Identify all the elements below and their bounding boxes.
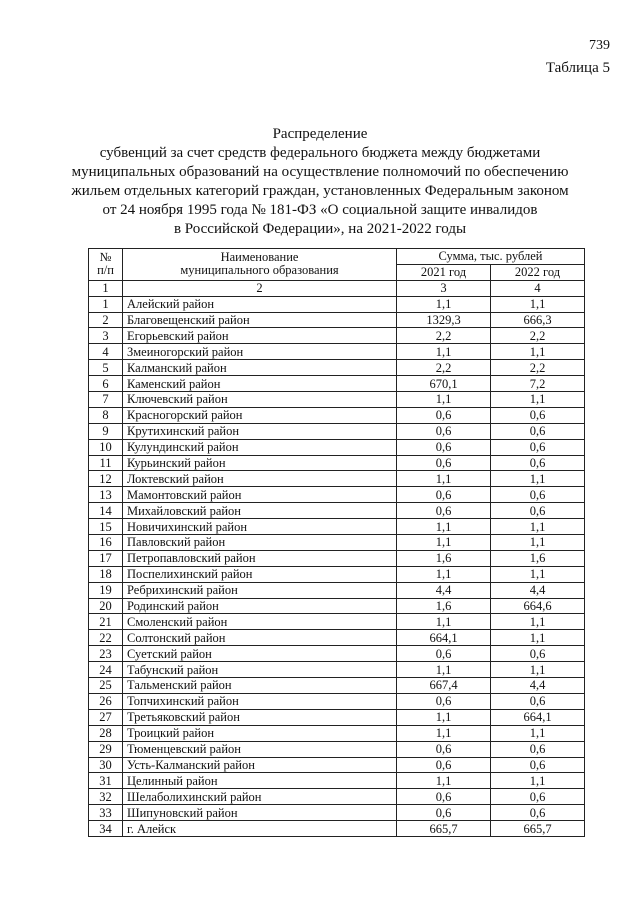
municipality-name: Змеиногорский район <box>123 344 397 360</box>
table-row <box>89 598 585 614</box>
table-row <box>89 741 585 757</box>
sum-2021: 1,1 <box>397 519 491 535</box>
table-row <box>89 614 585 630</box>
municipality-name: Курьинский район <box>123 455 397 471</box>
subvention-table <box>88 248 585 837</box>
row-number: 18 <box>89 566 123 582</box>
sum-2022: 664,1 <box>491 709 585 725</box>
municipality-name: Крутихинский район <box>123 423 397 439</box>
table-row <box>89 582 585 598</box>
municipality-name: Шипуновский район <box>123 805 397 821</box>
sum-2021: 2,2 <box>397 360 491 376</box>
row-number: 10 <box>89 439 123 455</box>
sum-2021: 0,6 <box>397 503 491 519</box>
sum-2022: 0,6 <box>491 407 585 423</box>
table-row <box>89 519 585 535</box>
sum-2022: 0,6 <box>491 439 585 455</box>
table-row <box>89 328 585 344</box>
row-number: 19 <box>89 582 123 598</box>
row-number: 8 <box>89 407 123 423</box>
sum-2021: 0,6 <box>397 789 491 805</box>
table-row <box>89 693 585 709</box>
row-number: 2 <box>89 312 123 328</box>
table-row <box>89 376 585 392</box>
table-row <box>89 296 585 312</box>
row-number: 5 <box>89 360 123 376</box>
municipality-name: Солтонский район <box>123 630 397 646</box>
municipality-name: Троицкий район <box>123 725 397 741</box>
row-number: 26 <box>89 693 123 709</box>
municipality-name: Кулундинский район <box>123 439 397 455</box>
title-line: субвенций за счет средств федерального бюджета между бюджетами <box>99 145 541 161</box>
title-line: в Российской Федерации», на 2021-2022 годы <box>173 221 467 237</box>
sum-2022: 1,1 <box>491 566 585 582</box>
table-row <box>89 662 585 678</box>
sum-2022: 1,1 <box>491 296 585 312</box>
sum-2022: 0,6 <box>491 646 585 662</box>
sum-2021: 0,6 <box>397 423 491 439</box>
row-number: 32 <box>89 789 123 805</box>
row-number: 16 <box>89 535 123 551</box>
sum-2021: 0,6 <box>397 487 491 503</box>
municipality-name: Каменский район <box>123 376 397 392</box>
row-number: 11 <box>89 455 123 471</box>
sum-2021: 1,1 <box>397 662 491 678</box>
header-name-line1: Наименование <box>220 250 299 265</box>
sum-2022: 1,1 <box>491 344 585 360</box>
sum-2021: 665,7 <box>397 821 491 837</box>
column-index-2: 2 <box>123 280 397 296</box>
title-line: муниципальных образований на осуществление полномочий по обеспечению <box>71 164 569 180</box>
sum-2021: 0,6 <box>397 741 491 757</box>
document-title <box>60 125 580 239</box>
row-number: 17 <box>89 550 123 566</box>
sum-2022: 1,1 <box>491 519 585 535</box>
sum-2022: 0,6 <box>491 741 585 757</box>
row-number: 31 <box>89 773 123 789</box>
table-row <box>89 407 585 423</box>
municipality-name: Локтевский район <box>123 471 397 487</box>
row-number: 30 <box>89 757 123 773</box>
table-body <box>89 296 585 836</box>
table-row <box>89 646 585 662</box>
table-row <box>89 392 585 408</box>
municipality-name: Топчихинский район <box>123 693 397 709</box>
table-row <box>89 789 585 805</box>
sum-2022: 664,6 <box>491 598 585 614</box>
sum-2022: 0,6 <box>491 423 585 439</box>
sum-2021: 1,6 <box>397 598 491 614</box>
sum-2021: 667,4 <box>397 678 491 694</box>
municipality-name: Благовещенский район <box>123 312 397 328</box>
sum-2022: 1,1 <box>491 773 585 789</box>
row-number: 1 <box>89 296 123 312</box>
row-number: 15 <box>89 519 123 535</box>
municipality-name: Петропавловский район <box>123 550 397 566</box>
table-row <box>89 757 585 773</box>
row-number: 20 <box>89 598 123 614</box>
table-row <box>89 455 585 471</box>
sum-2022: 4,4 <box>491 678 585 694</box>
row-number: 25 <box>89 678 123 694</box>
sum-2021: 664,1 <box>397 630 491 646</box>
table-row <box>89 312 585 328</box>
row-number: 29 <box>89 741 123 757</box>
title-line: жильем отдельных категорий граждан, установленных Федеральным законом <box>71 183 569 199</box>
municipality-name: Третьяковский район <box>123 709 397 725</box>
municipality-name: Смоленский район <box>123 614 397 630</box>
sum-2022: 1,1 <box>491 662 585 678</box>
sum-2022: 0,6 <box>491 805 585 821</box>
table-row <box>89 566 585 582</box>
sum-2021: 0,6 <box>397 757 491 773</box>
municipality-name: Целинный район <box>123 773 397 789</box>
sum-2022: 0,6 <box>491 487 585 503</box>
row-number: 21 <box>89 614 123 630</box>
municipality-name: г. Алейск <box>123 821 397 837</box>
sum-2021: 4,4 <box>397 582 491 598</box>
sum-2021: 1329,3 <box>397 312 491 328</box>
table-row <box>89 821 585 837</box>
row-number: 4 <box>89 344 123 360</box>
sum-2022: 1,1 <box>491 471 585 487</box>
sum-2021: 1,1 <box>397 773 491 789</box>
row-number: 28 <box>89 725 123 741</box>
table-row <box>89 805 585 821</box>
sum-2022: 0,6 <box>491 503 585 519</box>
municipality-name: Усть-Калманский район <box>123 757 397 773</box>
table-row <box>89 360 585 376</box>
table-row <box>89 344 585 360</box>
table-row <box>89 678 585 694</box>
sum-2022: 0,6 <box>491 693 585 709</box>
sum-2021: 0,6 <box>397 439 491 455</box>
municipality-name: Шелаболихинский район <box>123 789 397 805</box>
table-row <box>89 773 585 789</box>
municipality-name: Родинский район <box>123 598 397 614</box>
row-number: 13 <box>89 487 123 503</box>
sum-2021: 0,6 <box>397 407 491 423</box>
sum-2022: 665,7 <box>491 821 585 837</box>
row-number: 27 <box>89 709 123 725</box>
table-label: Таблица 5 <box>545 60 610 76</box>
row-number: 34 <box>89 821 123 837</box>
header-number-line1: № <box>99 250 112 265</box>
header-year-2022: 2022 год <box>491 264 585 280</box>
title-line: от 24 ноября 1995 года № 181-ФЗ «О социальной защите инвалидов <box>102 202 538 218</box>
municipality-name: Тальменский район <box>123 678 397 694</box>
sum-2022: 1,1 <box>491 630 585 646</box>
sum-2022: 1,1 <box>491 392 585 408</box>
table-row <box>89 535 585 551</box>
municipality-name: Красногорский район <box>123 407 397 423</box>
sum-2021: 0,6 <box>397 693 491 709</box>
sum-2021: 1,1 <box>397 344 491 360</box>
municipality-name: Егорьевский район <box>123 328 397 344</box>
municipality-name: Тюменцевский район <box>123 741 397 757</box>
sum-2021: 1,1 <box>397 296 491 312</box>
sum-2022: 1,1 <box>491 614 585 630</box>
sum-2022: 1,6 <box>491 550 585 566</box>
row-number: 12 <box>89 471 123 487</box>
table-row <box>89 471 585 487</box>
sum-2021: 1,1 <box>397 392 491 408</box>
row-number: 23 <box>89 646 123 662</box>
header-name <box>123 249 397 281</box>
sum-2021: 2,2 <box>397 328 491 344</box>
municipality-name: Табунский район <box>123 662 397 678</box>
sum-2022: 2,2 <box>491 360 585 376</box>
table-row <box>89 439 585 455</box>
sum-2021: 1,1 <box>397 709 491 725</box>
municipality-name: Новичихинский район <box>123 519 397 535</box>
sum-2021: 1,1 <box>397 566 491 582</box>
municipality-name: Поспелихинский район <box>123 566 397 582</box>
municipality-name: Алейский район <box>123 296 397 312</box>
table-row <box>89 550 585 566</box>
row-number: 7 <box>89 392 123 408</box>
table-row <box>89 487 585 503</box>
sum-2022: 666,3 <box>491 312 585 328</box>
title-line: Распределение <box>272 126 368 142</box>
sum-2021: 1,6 <box>397 550 491 566</box>
row-number: 22 <box>89 630 123 646</box>
table-row <box>89 725 585 741</box>
row-number: 3 <box>89 328 123 344</box>
municipality-name: Калманский район <box>123 360 397 376</box>
row-number: 24 <box>89 662 123 678</box>
sum-2022: 0,6 <box>491 455 585 471</box>
header-sum: Сумма, тыс. рублей <box>397 249 585 265</box>
municipality-name: Суетский район <box>123 646 397 662</box>
municipality-name: Михайловский район <box>123 503 397 519</box>
sum-2022: 4,4 <box>491 582 585 598</box>
column-index-3: 3 <box>397 280 491 296</box>
sum-2021: 1,1 <box>397 471 491 487</box>
sum-2021: 1,1 <box>397 535 491 551</box>
sum-2022: 0,6 <box>491 789 585 805</box>
table-row <box>89 630 585 646</box>
table-row <box>89 423 585 439</box>
column-index-1: 1 <box>89 280 123 296</box>
header-year-2021: 2021 год <box>397 264 491 280</box>
sum-2021: 1,1 <box>397 725 491 741</box>
page-number: 739 <box>589 38 610 53</box>
row-number: 33 <box>89 805 123 821</box>
row-number: 9 <box>89 423 123 439</box>
row-number: 14 <box>89 503 123 519</box>
sum-2021: 1,1 <box>397 614 491 630</box>
header-name-line2: муниципального образования <box>180 263 339 278</box>
sum-2022: 2,2 <box>491 328 585 344</box>
municipality-name: Ключевский район <box>123 392 397 408</box>
sum-2021: 0,6 <box>397 805 491 821</box>
header-number-line2: п/п <box>97 263 114 278</box>
sum-2021: 0,6 <box>397 646 491 662</box>
sum-2021: 0,6 <box>397 455 491 471</box>
table-row <box>89 709 585 725</box>
sum-2021: 670,1 <box>397 376 491 392</box>
municipality-name: Павловский район <box>123 535 397 551</box>
sum-2022: 7,2 <box>491 376 585 392</box>
sum-2022: 1,1 <box>491 725 585 741</box>
municipality-name: Мамонтовский район <box>123 487 397 503</box>
row-number: 6 <box>89 376 123 392</box>
sum-2022: 0,6 <box>491 757 585 773</box>
table-row <box>89 503 585 519</box>
sum-2022: 1,1 <box>491 535 585 551</box>
municipality-name: Ребрихинский район <box>123 582 397 598</box>
header-number <box>89 249 123 281</box>
column-index-4: 4 <box>491 280 585 296</box>
